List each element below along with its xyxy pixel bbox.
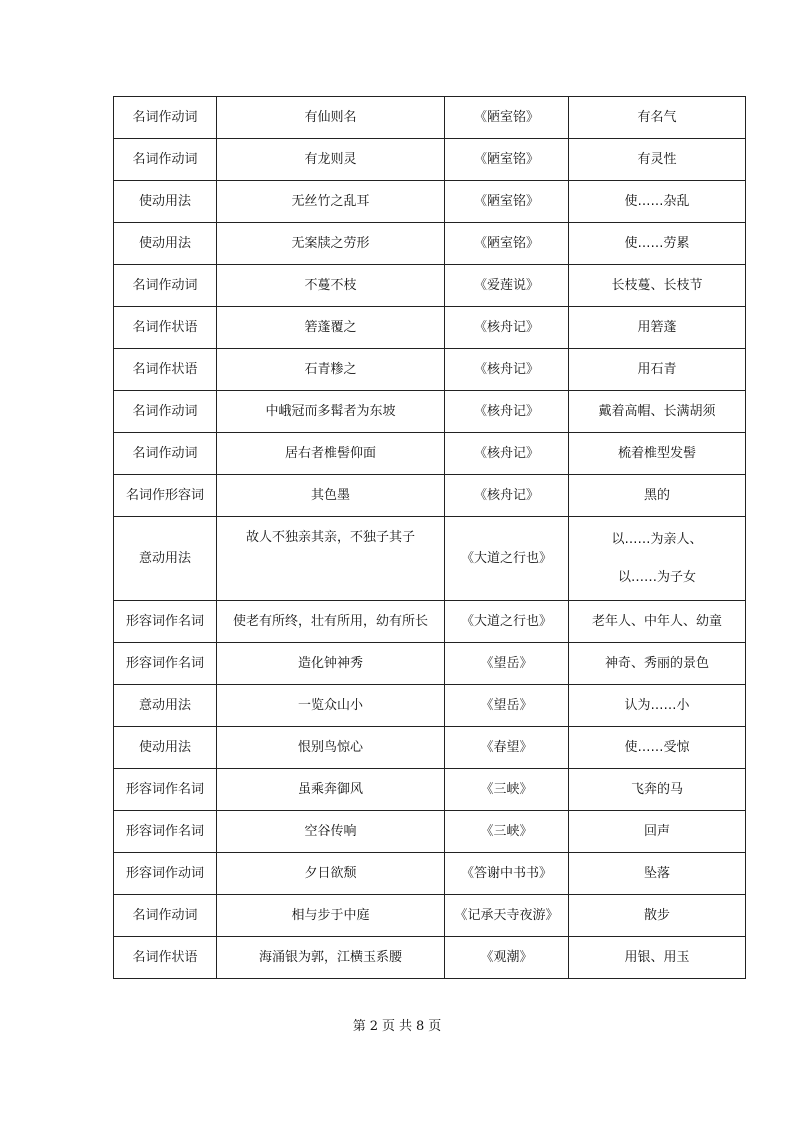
word-usage-table (113, 96, 746, 979)
source-cell: 《核舟记》 (445, 475, 569, 517)
phrase-cell: 虽乘奔御风 (217, 769, 445, 811)
table-row (114, 685, 746, 727)
source-cell: 《大道之行也》 (445, 601, 569, 643)
meaning-cell: 散步 (569, 895, 746, 937)
usage-cell: 名词作动词 (114, 97, 217, 139)
phrase-cell: 石青糁之 (217, 349, 445, 391)
source-cell: 《核舟记》 (445, 307, 569, 349)
usage-cell: 形容词作名词 (114, 811, 217, 853)
meaning-cell: 老年人、中年人、幼童 (569, 601, 746, 643)
source-cell: 《陋室铭》 (445, 223, 569, 265)
footer-prefix: 第 (352, 1019, 366, 1034)
source-cell: 《望岳》 (445, 643, 569, 685)
usage-cell: 名词作动词 (114, 433, 217, 475)
meaning-cell: 神奇、秀丽的景色 (569, 643, 746, 685)
source-cell: 《大道之行也》 (445, 517, 569, 601)
table-row (114, 769, 746, 811)
table-row (114, 307, 746, 349)
source-cell: 《观潮》 (445, 937, 569, 979)
phrase-cell: 恨别鸟惊心 (217, 727, 445, 769)
source-cell: 《望岳》 (445, 685, 569, 727)
page-footer (0, 1015, 794, 1034)
meaning-cell: 用石青 (569, 349, 746, 391)
table-row (114, 139, 746, 181)
meaning-cell: 用箬蓬 (569, 307, 746, 349)
meaning-cell: 使……劳累 (569, 223, 746, 265)
meaning-cell: 有名气 (569, 97, 746, 139)
usage-cell: 名词作状语 (114, 937, 217, 979)
phrase-cell: 中峨冠而多髯者为东坡 (217, 391, 445, 433)
meaning-cell: 飞奔的马 (569, 769, 746, 811)
table-row (114, 811, 746, 853)
footer-total-word: 共 (399, 1019, 413, 1034)
meaning-line: 以……为亲人、 (611, 531, 703, 547)
meaning-cell: 戴着高帽、长满胡须 (569, 391, 746, 433)
phrase-cell: 其色墨 (217, 475, 445, 517)
meaning-line: 以……为子女 (617, 569, 696, 585)
table-row (114, 853, 746, 895)
table-body (114, 97, 746, 979)
table-row (114, 727, 746, 769)
source-cell: 《爱莲说》 (445, 265, 569, 307)
table-row (114, 181, 746, 223)
table-row (114, 97, 746, 139)
phrase-cell: 箬蓬覆之 (217, 307, 445, 349)
table-row (114, 475, 746, 517)
total-pages: 8 (416, 1019, 425, 1034)
phrase-cell: 空谷传响 (217, 811, 445, 853)
phrase-cell: 海涌银为郭，江横玉系腰 (217, 937, 445, 979)
table-row (114, 937, 746, 979)
source-cell: 《答谢中书书》 (445, 853, 569, 895)
phrase-cell: 造化钟神秀 (217, 643, 445, 685)
table-row (114, 895, 746, 937)
meaning-cell: 使……受惊 (569, 727, 746, 769)
source-cell: 《三峡》 (445, 769, 569, 811)
phrase-cell: 一览众山小 (217, 685, 445, 727)
usage-cell: 使动用法 (114, 223, 217, 265)
meaning-cell: 使……杂乱 (569, 181, 746, 223)
table-row (114, 265, 746, 307)
phrase-cell: 夕日欲颓 (217, 853, 445, 895)
usage-cell: 意动用法 (114, 517, 217, 601)
usage-cell: 名词作动词 (114, 139, 217, 181)
usage-cell: 意动用法 (114, 685, 217, 727)
usage-cell: 名词作动词 (114, 895, 217, 937)
phrase-cell: 故人不独亲其亲，不独子其子 (217, 517, 445, 601)
source-cell: 《陋室铭》 (445, 97, 569, 139)
phrase-cell: 相与步于中庭 (217, 895, 445, 937)
phrase-cell: 无丝竹之乱耳 (217, 181, 445, 223)
meaning-cell: 认为……小 (569, 685, 746, 727)
meaning-cell: 梳着椎型发髻 (569, 433, 746, 475)
table-row (114, 601, 746, 643)
source-cell: 《记承天寺夜游》 (445, 895, 569, 937)
usage-cell: 名词作形容词 (114, 475, 217, 517)
source-cell: 《春望》 (445, 727, 569, 769)
phrase-cell: 有仙则名 (217, 97, 445, 139)
phrase-cell: 无案牍之劳形 (217, 223, 445, 265)
usage-cell: 形容词作动词 (114, 853, 217, 895)
usage-cell: 名词作状语 (114, 349, 217, 391)
phrase-cell: 使老有所终，壮有所用，幼有所长 (217, 601, 445, 643)
table-row (114, 349, 746, 391)
meaning-cell: 长枝蔓、长枝节 (569, 265, 746, 307)
meaning-cell: 回声 (569, 811, 746, 853)
phrase-cell: 不蔓不枝 (217, 265, 445, 307)
source-cell: 《核舟记》 (445, 433, 569, 475)
meaning-cell: 黑的 (569, 475, 746, 517)
usage-cell: 名词作状语 (114, 307, 217, 349)
meaning-cell: 坠落 (569, 853, 746, 895)
meaning-cell: 用银、用玉 (569, 937, 746, 979)
source-cell: 《核舟记》 (445, 349, 569, 391)
usage-cell: 形容词作名词 (114, 601, 217, 643)
page-number: 2 (369, 1019, 378, 1034)
footer-suffix: 页 (428, 1019, 442, 1034)
phrase-cell: 有龙则灵 (217, 139, 445, 181)
table-row (114, 223, 746, 265)
table-row (114, 643, 746, 685)
source-cell: 《陋室铭》 (445, 181, 569, 223)
source-cell: 《核舟记》 (445, 391, 569, 433)
source-cell: 《陋室铭》 (445, 139, 569, 181)
phrase-cell: 居右者椎髻仰面 (217, 433, 445, 475)
usage-cell: 名词作动词 (114, 391, 217, 433)
meaning-cell (569, 517, 746, 601)
table-row (114, 391, 746, 433)
usage-cell: 使动用法 (114, 727, 217, 769)
table-row (114, 517, 746, 601)
usage-cell: 使动用法 (114, 181, 217, 223)
table-row (114, 433, 746, 475)
footer-page-word: 页 (381, 1019, 395, 1034)
usage-cell: 名词作动词 (114, 265, 217, 307)
meaning-cell: 有灵性 (569, 139, 746, 181)
source-cell: 《三峡》 (445, 811, 569, 853)
usage-cell: 形容词作名词 (114, 643, 217, 685)
usage-cell: 形容词作名词 (114, 769, 217, 811)
